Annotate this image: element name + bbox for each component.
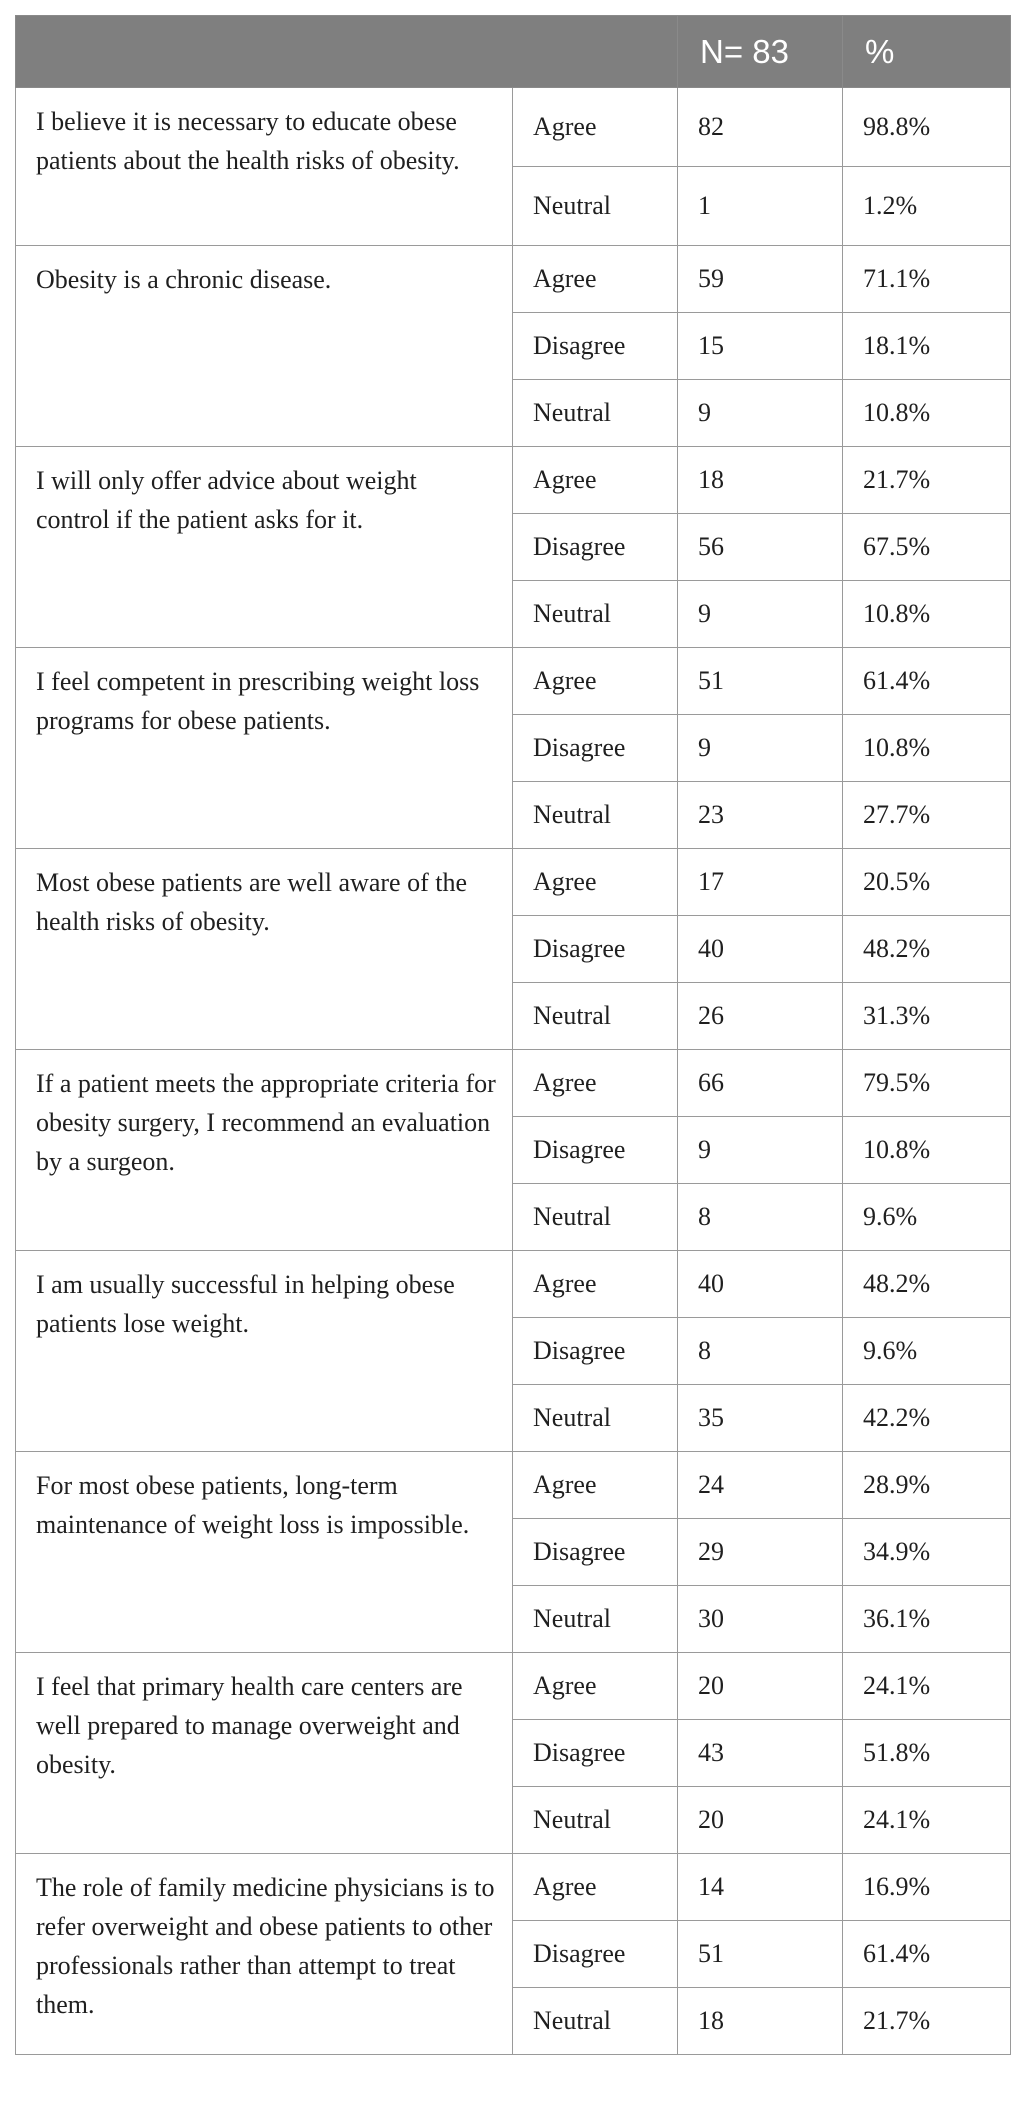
response-cell: Neutral <box>513 1184 678 1251</box>
response-cell: Neutral <box>513 1586 678 1653</box>
table-body <box>16 88 1011 2055</box>
response-cell: Neutral <box>513 167 678 246</box>
percent-cell: 16.9% <box>843 1854 1011 1921</box>
table-row <box>16 1452 1011 1519</box>
response-cell: Neutral <box>513 1988 678 2055</box>
percent-cell: 20.5% <box>843 849 1011 916</box>
count-cell: 14 <box>678 1854 843 1921</box>
percent-cell: 71.1% <box>843 246 1011 313</box>
count-cell: 26 <box>678 983 843 1050</box>
count-cell: 35 <box>678 1385 843 1452</box>
percent-cell: 9.6% <box>843 1184 1011 1251</box>
count-cell: 1 <box>678 167 843 246</box>
percent-cell: 98.8% <box>843 88 1011 167</box>
percent-cell: 10.8% <box>843 1117 1011 1184</box>
response-cell: Neutral <box>513 1787 678 1854</box>
statement-cell: I feel that primary health care centers are well prepared to manage overweight and obesity. <box>16 1653 513 1854</box>
response-cell: Neutral <box>513 782 678 849</box>
count-cell: 51 <box>678 648 843 715</box>
response-cell: Neutral <box>513 581 678 648</box>
count-cell: 29 <box>678 1519 843 1586</box>
count-cell: 17 <box>678 849 843 916</box>
count-cell: 59 <box>678 246 843 313</box>
count-cell: 20 <box>678 1787 843 1854</box>
response-cell: Neutral <box>513 380 678 447</box>
percent-cell: 67.5% <box>843 514 1011 581</box>
table-row <box>16 1251 1011 1318</box>
response-cell: Disagree <box>513 715 678 782</box>
response-cell: Agree <box>513 1050 678 1117</box>
count-cell: 66 <box>678 1050 843 1117</box>
header-row <box>16 16 1011 88</box>
header-percent: % <box>843 16 1011 88</box>
count-cell: 30 <box>678 1586 843 1653</box>
percent-cell: 10.8% <box>843 715 1011 782</box>
header-n: N= 83 <box>678 16 843 88</box>
count-cell: 20 <box>678 1653 843 1720</box>
response-cell: Agree <box>513 246 678 313</box>
statement-cell: For most obese patients, long-term maintenance of weight loss is impossible. <box>16 1452 513 1653</box>
statement-cell: Obesity is a chronic disease. <box>16 246 513 447</box>
response-cell: Agree <box>513 1251 678 1318</box>
count-cell: 43 <box>678 1720 843 1787</box>
table-row <box>16 1854 1011 1921</box>
percent-cell: 21.7% <box>843 447 1011 514</box>
percent-cell: 42.2% <box>843 1385 1011 1452</box>
percent-cell: 51.8% <box>843 1720 1011 1787</box>
statement-cell: I believe it is necessary to educate obese patients about the health risks of obesity. <box>16 88 513 246</box>
percent-cell: 61.4% <box>843 1921 1011 1988</box>
percent-cell: 24.1% <box>843 1653 1011 1720</box>
statement-cell: I feel competent in prescribing weight loss programs for obese patients. <box>16 648 513 849</box>
response-cell: Agree <box>513 88 678 167</box>
count-cell: 9 <box>678 715 843 782</box>
response-cell: Disagree <box>513 1720 678 1787</box>
response-cell: Neutral <box>513 983 678 1050</box>
response-cell: Agree <box>513 447 678 514</box>
response-cell: Disagree <box>513 1921 678 1988</box>
percent-cell: 36.1% <box>843 1586 1011 1653</box>
survey-table <box>15 15 1011 2055</box>
percent-cell: 48.2% <box>843 916 1011 983</box>
response-cell: Disagree <box>513 1318 678 1385</box>
statement-cell: If a patient meets the appropriate criteria for obesity surgery, I recommend an evaluation by a surgeon. <box>16 1050 513 1251</box>
percent-cell: 48.2% <box>843 1251 1011 1318</box>
table-row <box>16 447 1011 514</box>
percent-cell: 31.3% <box>843 983 1011 1050</box>
response-cell: Agree <box>513 1452 678 1519</box>
table-row <box>16 1653 1011 1720</box>
count-cell: 82 <box>678 88 843 167</box>
table-row <box>16 1050 1011 1117</box>
statement-cell: Most obese patients are well aware of the health risks of obesity. <box>16 849 513 1050</box>
header-blank-cell <box>16 16 678 88</box>
percent-cell: 61.4% <box>843 648 1011 715</box>
statement-cell: I am usually successful in helping obese patients lose weight. <box>16 1251 513 1452</box>
percent-cell: 18.1% <box>843 313 1011 380</box>
count-cell: 15 <box>678 313 843 380</box>
percent-cell: 21.7% <box>843 1988 1011 2055</box>
response-cell: Agree <box>513 1854 678 1921</box>
count-cell: 40 <box>678 1251 843 1318</box>
response-cell: Agree <box>513 648 678 715</box>
response-cell: Disagree <box>513 1117 678 1184</box>
response-cell: Agree <box>513 1653 678 1720</box>
response-cell: Disagree <box>513 916 678 983</box>
table-row <box>16 648 1011 715</box>
percent-cell: 9.6% <box>843 1318 1011 1385</box>
percent-cell: 10.8% <box>843 380 1011 447</box>
count-cell: 24 <box>678 1452 843 1519</box>
percent-cell: 34.9% <box>843 1519 1011 1586</box>
count-cell: 56 <box>678 514 843 581</box>
response-cell: Disagree <box>513 313 678 380</box>
percent-cell: 28.9% <box>843 1452 1011 1519</box>
response-cell: Disagree <box>513 1519 678 1586</box>
percent-cell: 10.8% <box>843 581 1011 648</box>
count-cell: 18 <box>678 447 843 514</box>
table-row <box>16 246 1011 313</box>
percent-cell: 1.2% <box>843 167 1011 246</box>
count-cell: 40 <box>678 916 843 983</box>
count-cell: 18 <box>678 1988 843 2055</box>
count-cell: 9 <box>678 380 843 447</box>
count-cell: 23 <box>678 782 843 849</box>
percent-cell: 27.7% <box>843 782 1011 849</box>
response-cell: Neutral <box>513 1385 678 1452</box>
percent-cell: 24.1% <box>843 1787 1011 1854</box>
count-cell: 9 <box>678 1117 843 1184</box>
count-cell: 9 <box>678 581 843 648</box>
count-cell: 8 <box>678 1318 843 1385</box>
percent-cell: 79.5% <box>843 1050 1011 1117</box>
statement-cell: I will only offer advice about weight control if the patient asks for it. <box>16 447 513 648</box>
table-row <box>16 849 1011 916</box>
table-row <box>16 88 1011 167</box>
count-cell: 8 <box>678 1184 843 1251</box>
statement-cell: The role of family medicine physicians is to refer overweight and obese patients to other professionals rather than attempt to treat them. <box>16 1854 513 2055</box>
count-cell: 51 <box>678 1921 843 1988</box>
response-cell: Agree <box>513 849 678 916</box>
response-cell: Disagree <box>513 514 678 581</box>
